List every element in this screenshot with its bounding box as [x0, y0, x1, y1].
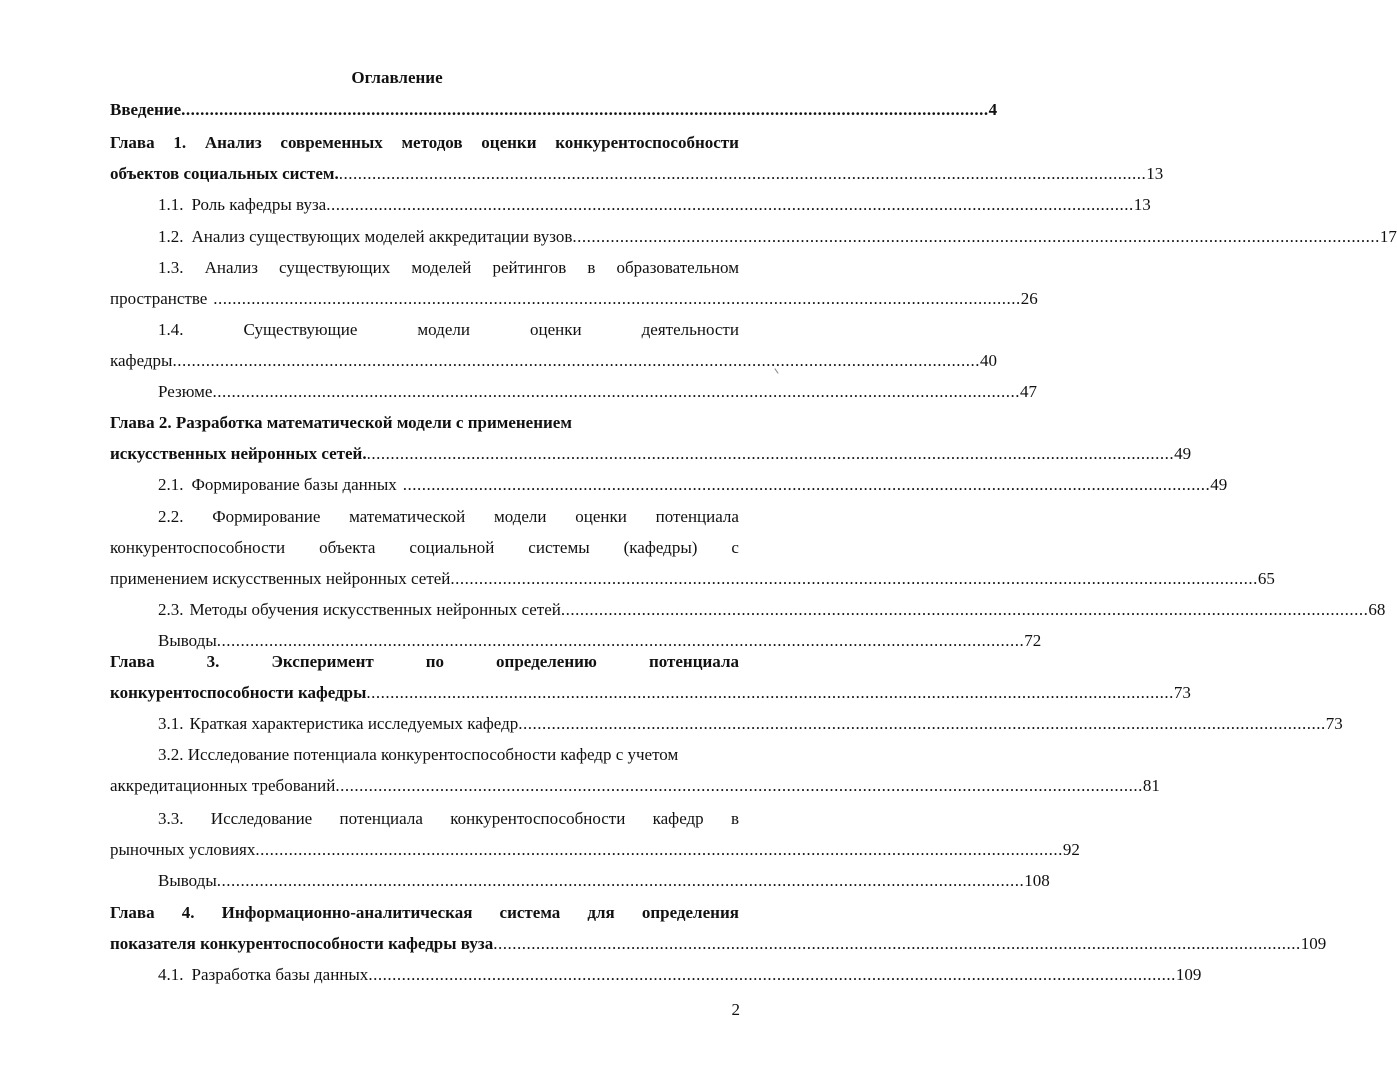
word: Формирование [212, 507, 321, 526]
word: Глава [110, 652, 155, 671]
entry-text: Введение [110, 100, 182, 119]
word: для [587, 903, 615, 922]
entry-page: 73 [1325, 714, 1343, 733]
toc-entry-1-3-line-1 [158, 257, 739, 279]
toc-entry-2-3 [158, 599, 1386, 621]
word: математической [349, 507, 466, 526]
word: 3. [206, 652, 220, 671]
word: деятельности [641, 320, 739, 339]
word: потенциала [339, 809, 423, 828]
entry-page: 109 [1175, 965, 1202, 984]
entry-page: 109 [1300, 934, 1327, 953]
leader-dots: .......................................................................................................................................................................... [181, 100, 989, 119]
toc-entry-3-2-line-1: 3.2. Исследование потенциала конкурентоспособности кафедр с учетом [158, 745, 679, 764]
entry-number: 2.1. [158, 475, 184, 494]
entry-page: 92 [1062, 840, 1080, 859]
entry-text: Краткая характеристика исследуемых кафедр [189, 714, 519, 733]
entry-page: 72 [1024, 631, 1042, 650]
leader-dots: .......................................................................................................................................................................... [255, 840, 1063, 859]
toc-entry-3-2-line-2 [110, 775, 1160, 797]
toc-entry-1-3-line-2 [110, 288, 1038, 310]
entry-number: 3.1. [158, 714, 184, 733]
entry-page: 47 [1019, 382, 1037, 401]
word: модели [493, 507, 547, 526]
entry-text: аккредитационных требований [110, 776, 336, 795]
entry-page: 49 [1210, 475, 1228, 494]
toc-entry-chapter-2-line-1: Глава 2. Разработка математической модели с применением [110, 413, 572, 432]
word: 3.3. [158, 809, 184, 828]
word: образовательном [616, 258, 739, 277]
entry-text: Резюме [158, 382, 213, 401]
word: оценки [575, 507, 627, 526]
word: системы [528, 538, 590, 557]
entry-page: 4 [988, 100, 998, 119]
toc-entry-chapter-1-line-2 [110, 163, 1164, 185]
word: 4. [181, 903, 195, 922]
word: 1.4. [158, 320, 184, 339]
word: моделей [411, 258, 472, 277]
toc-entry-chapter-4-line-2 [110, 933, 1327, 955]
entry-page: 17 [1379, 227, 1397, 246]
entry-page: 108 [1024, 871, 1050, 890]
word: с [731, 538, 739, 557]
entry-text: Формирование базы данных [191, 475, 397, 494]
entry-page: 73 [1173, 683, 1191, 702]
word: Эксперимент [271, 652, 374, 671]
leader-dots: .......................................................................................................................................................................... [572, 227, 1380, 246]
word: существующих [279, 258, 391, 277]
word: Анализ [204, 133, 262, 152]
toc-entry-summary-1 [158, 381, 1037, 403]
word: Глава [110, 903, 155, 922]
toc-entry-1-1 [158, 194, 1151, 216]
leader-dots: .......................................................................................................................................................................... [450, 569, 1258, 588]
toc-entry-2-2-line-3 [110, 568, 1275, 590]
word: по [425, 652, 445, 671]
toc-entry-chapter-4-line-1 [110, 902, 739, 924]
leader-dots: .......................................................................................................................................................................... [335, 776, 1143, 795]
leader-dots: .......................................................................................................................................................................... [212, 382, 1020, 401]
entry-page: 13 [1146, 164, 1164, 183]
entry-text: рыночных условиях [110, 840, 256, 859]
word: 1. [173, 133, 187, 152]
leader-dots: .......................................................................................................................................................................... [338, 164, 1147, 183]
word: методов [401, 133, 463, 152]
toc-entry-3-3-line-1 [158, 808, 739, 830]
entry-number: 1.1. [158, 195, 184, 214]
toc-entry-2-2-line-2 [110, 537, 739, 559]
word: Анализ [204, 258, 258, 277]
toc-title: Оглавление [351, 68, 443, 87]
word: конкурентоспособности [450, 809, 626, 828]
word: Существующие [243, 320, 358, 339]
entry-text: пространстве [110, 289, 208, 308]
toc-entry-intro [110, 99, 998, 121]
entry-text: Анализ существующих моделей аккредитации вузов [191, 227, 573, 246]
leader-dots: .......................................................................................................................................................................... [518, 714, 1326, 733]
word: оценки [481, 133, 537, 152]
toc-entry-chapter-1-line-1 [110, 132, 739, 154]
word: определения [641, 903, 739, 922]
entry-text: объектов социальных систем. [110, 164, 339, 183]
word: современных [280, 133, 383, 152]
entry-page: 81 [1142, 776, 1160, 795]
toc-entry-1-4-line-2 [110, 350, 997, 372]
word: рейтингов [492, 258, 567, 277]
entry-page: 68 [1368, 600, 1386, 619]
toc-entry-chapter-3-line-2 [110, 682, 1191, 704]
toc-entry-3-1 [158, 713, 1343, 735]
leader-dots: .......................................................................................................................................................................... [326, 195, 1134, 214]
word: потенциала [655, 507, 739, 526]
entry-page: 49 [1174, 444, 1192, 463]
entry-text: кафедры [110, 351, 173, 370]
toc-entry-2-1 [158, 474, 1228, 496]
word: конкурентоспособности [110, 538, 286, 557]
entry-text: Выводы [158, 871, 217, 890]
entry-text: Разработка базы данных [191, 965, 369, 984]
word: Информационно-аналитическая [221, 903, 473, 922]
entry-text: конкурентоспособности кафедры [110, 683, 367, 702]
leader-dots: .......................................................................................................................................................................... [368, 965, 1176, 984]
toc-entry-3-3-line-2 [110, 839, 1080, 861]
entry-number: 4.1. [158, 965, 184, 984]
word: определению [496, 652, 597, 671]
leader-dots: .......................................................................................................................................................................... [366, 683, 1174, 702]
entry-number: 2.3. [158, 600, 184, 619]
word: 1.3. [158, 258, 184, 277]
word: Глава [110, 133, 155, 152]
entry-text: искусственных нейронных сетей. [110, 444, 367, 463]
leader-dots: .......................................................................................................................................................................... [560, 600, 1369, 619]
word: потенциала [648, 652, 739, 671]
entry-page: 13 [1133, 195, 1151, 214]
toc-entry-2-2-line-1 [158, 506, 739, 528]
word: 2.2. [158, 507, 184, 526]
entry-page: 40 [979, 351, 997, 370]
word: кафедр [652, 809, 704, 828]
leader-dots: .......................................................................................................................................................................... [402, 475, 1211, 494]
toc-entry-conclusions-2 [158, 630, 1042, 652]
toc-entry-1-4-line-1 [158, 319, 739, 341]
word: в [730, 809, 739, 828]
word: конкурентоспособности [555, 133, 739, 152]
entry-text: показателя конкурентоспособности кафедры вуза [110, 934, 494, 953]
word: объекта [319, 538, 376, 557]
toc-entry-chapter-2-line-2 [110, 443, 1192, 465]
page-number: 2 [731, 1000, 740, 1019]
leader-dots: .......................................................................................................................................................................... [493, 934, 1301, 953]
leader-dots: .......................................................................................................................................................................... [366, 444, 1175, 463]
leader-dots: .......................................................................................................................................................................... [216, 871, 1025, 890]
leader-dots: .......................................................................................................................................................................... [216, 631, 1025, 650]
entry-page: 65 [1257, 569, 1275, 588]
toc-entry-4-1 [158, 964, 1202, 986]
entry-text: Роль кафедры вуза [191, 195, 327, 214]
leader-dots: .......................................................................................................................................................................... [213, 289, 1021, 308]
word: система [499, 903, 561, 922]
word: модели [417, 320, 470, 339]
word: социальной [409, 538, 495, 557]
word: (кафедры) [623, 538, 698, 557]
entry-text: Выводы [158, 631, 217, 650]
word: Исследование [210, 809, 313, 828]
word: оценки [529, 320, 582, 339]
entry-page: 26 [1020, 289, 1038, 308]
entry-text: Методы обучения искусственных нейронных сетей [189, 600, 561, 619]
entry-text: применением искусственных нейронных сетей [110, 569, 451, 588]
word: в [587, 258, 596, 277]
toc-entry-1-2 [158, 226, 1397, 248]
entry-number: 1.2. [158, 227, 184, 246]
toc-entry-chapter-3-line-1 [110, 651, 739, 673]
leader-dots: .......................................................................................................................................................................... [172, 351, 980, 370]
toc-entry-conclusions-3 [158, 870, 1050, 892]
